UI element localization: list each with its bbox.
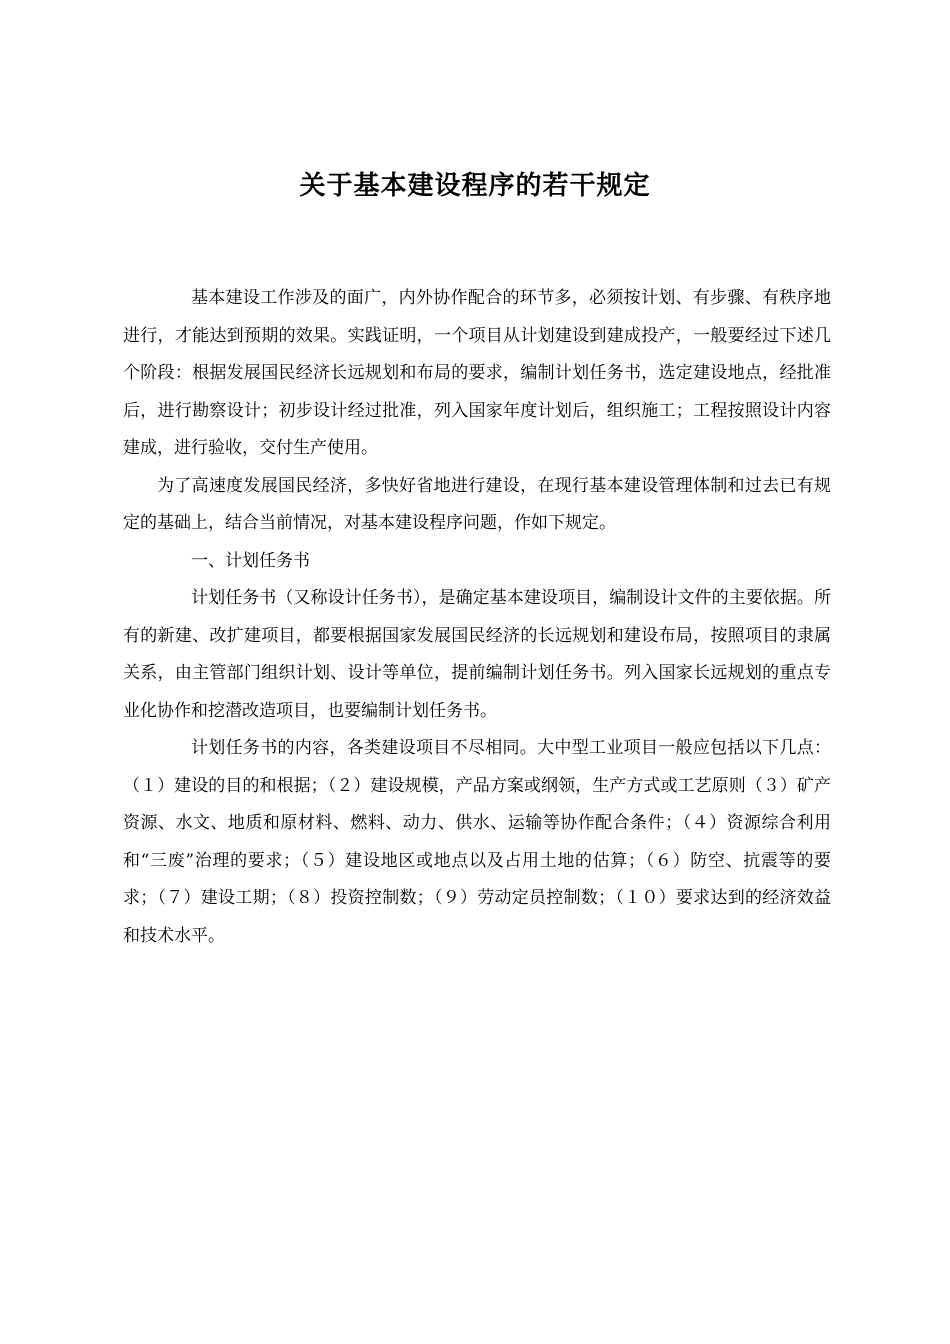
document-body (123, 280, 831, 955)
document-title: 关于基本建设程序的若干规定 (299, 171, 651, 201)
paragraph-plan-task-definition: 计划任务书（又称设计任务书），是确定基本建设项目，编制设计文件的主要依据。所有的新建、改扩建项目，都要根据国家发展国民经济的长远规划和建设布局，按照项目的隶属关系，由主管部门组织计划、设计等单位，提前编制计划任务书。列入国家长远规划的重点专业化协作和挖潜改造项目，也要编制计划任务书。 (123, 588, 831, 721)
paragraph-purpose: 为了高速度发展国民经济，多快好省地进行建设，在现行基本建设管理体制和过去已有规定的基础上，结合当前情况，对基本建设程序问题，作如下规定。 (123, 475, 831, 533)
paragraph-plan-task-contents: 计划任务书的内容，各类建设项目不尽相同。大中型工业项目一般应包括以下几点：（１）建设的目的和根据；（２）建设规模，产品方案或纲领，生产方式或工艺原则（３）矿产资源、水文、地质和原材料、燃料、动力、供水、运输等协作配合条件；（４）资源综合利用和“三废”治理的要求；（５）建设地区或地点以及占用土地的估算；（６）防空、抗震等的要求；（７）建设工期；（８）投资控制数；（９）劳动定员控制数；（１０）要求达到的经济效益和技术水平。 (123, 738, 831, 946)
paragraph-intro: 基本建设工作涉及的面广，内外协作配合的环节多，必须按计划、有步骤、有秩序地进行，才能达到预期的效果。实践证明，一个项目从计划建设到建成投产，一般要经过下述几个阶段：根据发展国民经济长远规划和布局的要求，编制计划任务书，选定建设地点，经批准后，进行勘察设计；初步设计经过批准，列入国家年度计划后，组织施工；工程按照设计内容建成，进行验收，交付生产使用。 (123, 288, 831, 458)
section-heading-plan-task: 一、计划任务书 (191, 550, 310, 571)
